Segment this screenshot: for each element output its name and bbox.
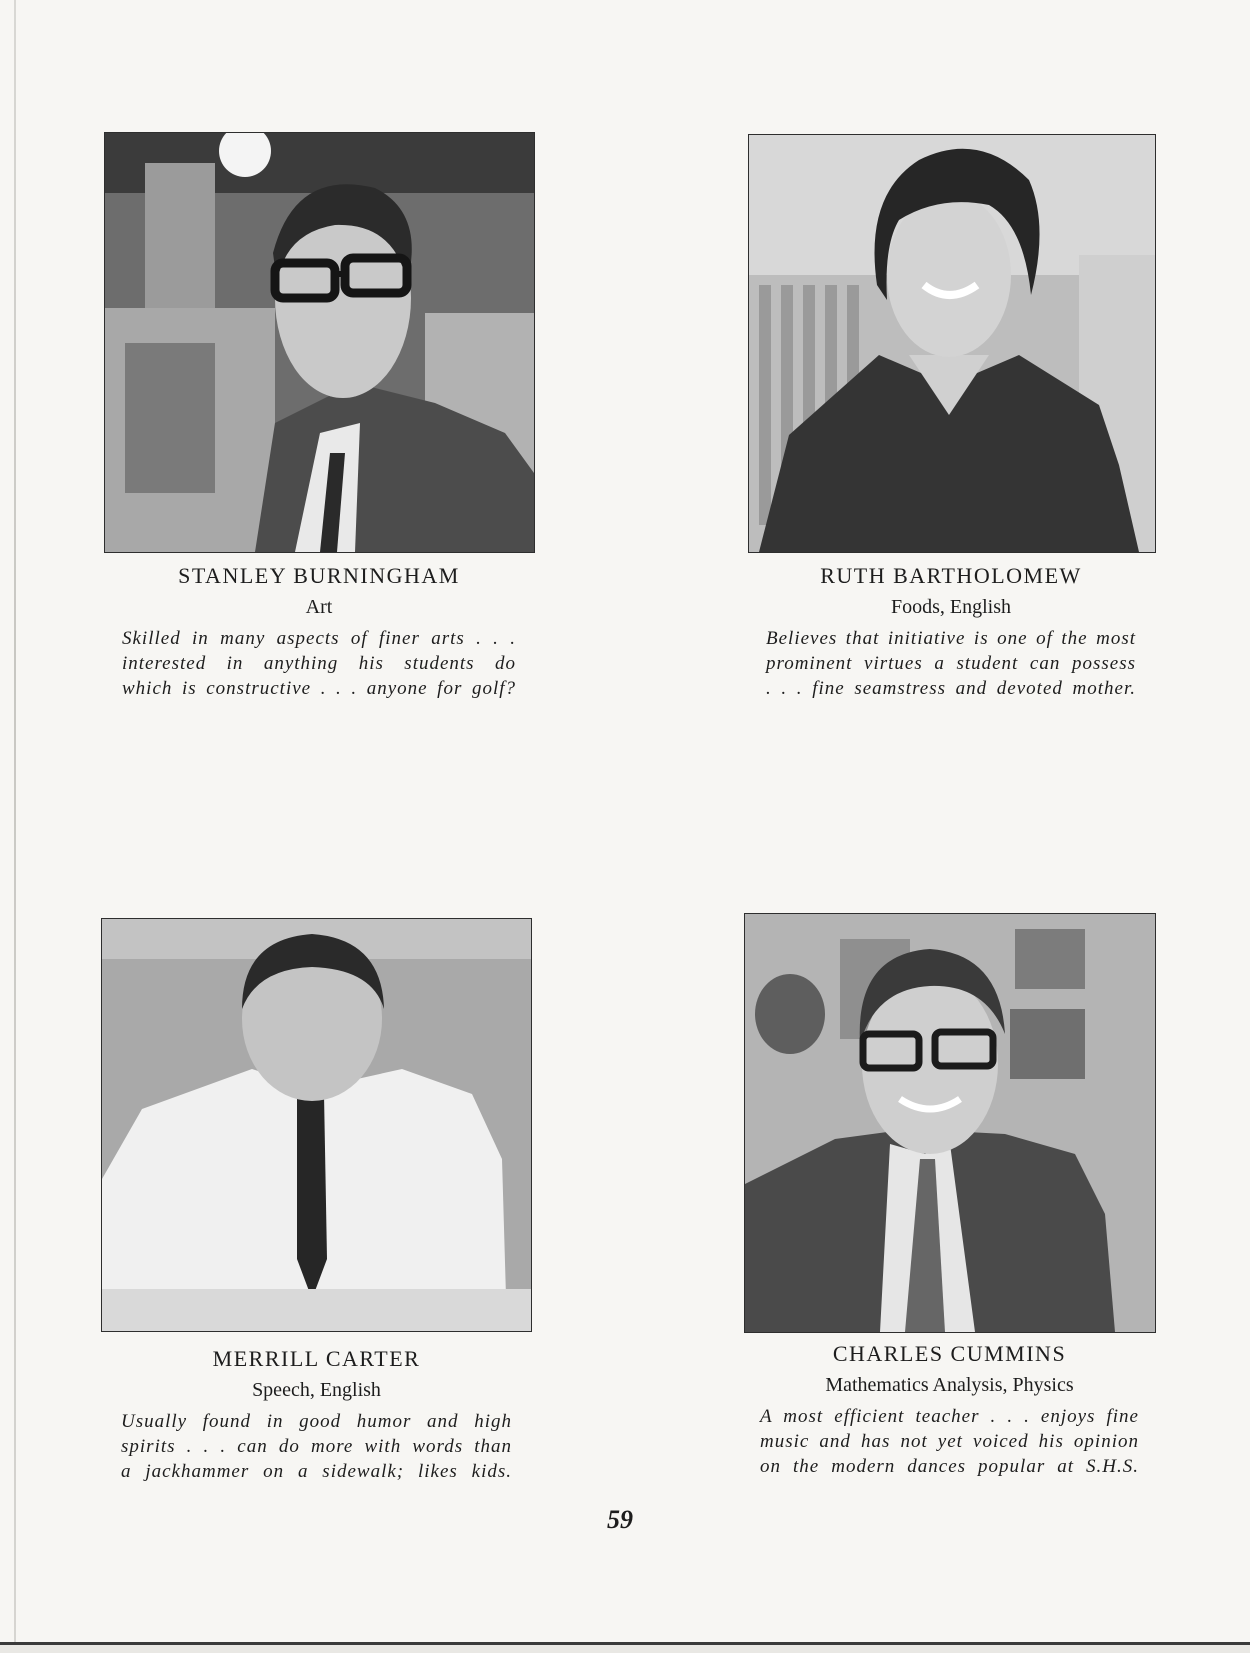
teacher-blurb — [760, 1404, 1139, 1479]
blurb-line: a jackhammer on a sidewalk; likes kids. — [121, 1461, 512, 1482]
teacher-blurb — [766, 626, 1136, 701]
portrait-photo-bartholomew — [749, 135, 1155, 552]
portrait-photo-cummins — [745, 914, 1155, 1332]
teacher-subject: Art — [305, 596, 333, 618]
caption-bartholomew — [766, 562, 1136, 701]
blurb-line: Believes that initiative is one of the most — [766, 628, 1136, 649]
caption-burningham — [122, 562, 516, 701]
teacher-subject: Mathematics Analysis, Physics — [825, 1374, 1074, 1396]
caption-cummins — [760, 1340, 1139, 1479]
blurb-line: Usually found in good humor and high — [121, 1411, 512, 1432]
portrait-photo-burningham — [105, 133, 534, 552]
blurb-line: on the modern dances popular at S.H.S. — [760, 1456, 1139, 1477]
blurb-line: prominent virtues a student can possess — [766, 653, 1136, 674]
caption-carter — [121, 1345, 512, 1484]
portrait-photo-carter — [102, 919, 531, 1331]
blurb-line: Skilled in many aspects of finer arts . . . — [122, 628, 516, 649]
teacher-subject: Foods, English — [890, 596, 1012, 618]
teacher-name: RUTH BARTHOLOMEW — [820, 563, 1082, 588]
blurb-line: A most efficient teacher . . . enjoys fine — [760, 1406, 1139, 1427]
bottom-band — [0, 1645, 1250, 1653]
blurb-line: interested in anything his students do — [122, 653, 516, 674]
teacher-name: STANLEY BURNINGHAM — [178, 563, 460, 588]
teacher-blurb — [121, 1409, 512, 1484]
blurb-line: . . . fine seamstress and devoted mother. — [766, 678, 1136, 699]
page-binding-edge — [14, 0, 16, 1653]
blurb-line: which is constructive . . . anyone for golf? — [122, 678, 516, 699]
page-number: 59 — [607, 1505, 633, 1534]
teacher-blurb — [122, 626, 516, 701]
teacher-name: CHARLES CUMMINS — [832, 1341, 1067, 1366]
blurb-line: music and has not yet voiced his opinion — [760, 1431, 1139, 1452]
blurb-line: spirits . . . can do more with words than — [121, 1436, 512, 1457]
teacher-subject: Speech, English — [252, 1379, 381, 1401]
teacher-name: MERRILL CARTER — [212, 1346, 421, 1371]
